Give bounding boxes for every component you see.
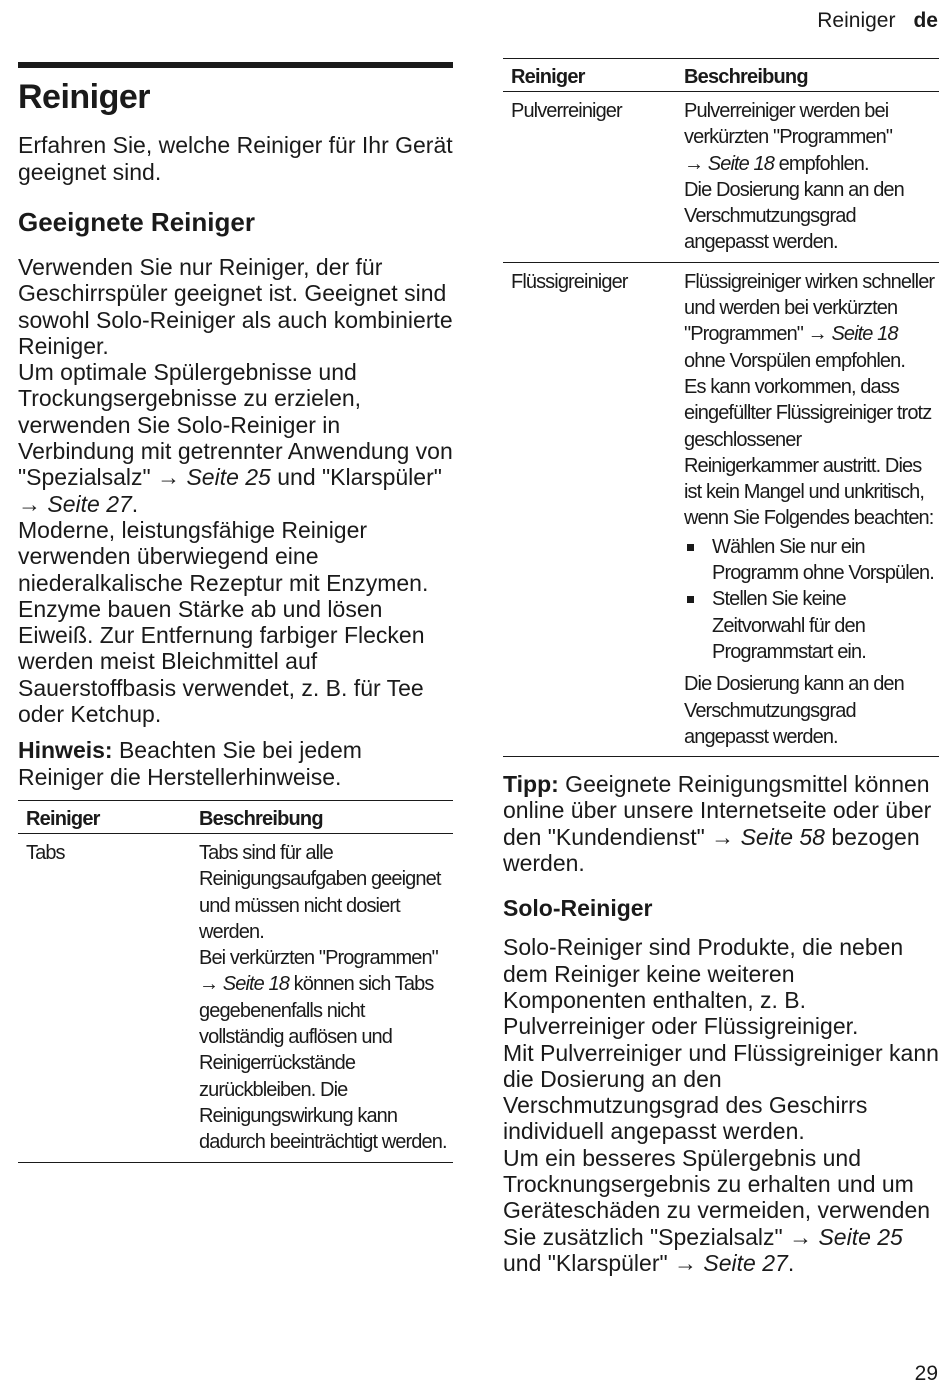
cleaner-name: Pulverreiniger — [503, 92, 676, 263]
column-header-description: Beschreibung — [191, 800, 453, 833]
page-header — [817, 8, 938, 34]
page-reference-link[interactable] — [18, 491, 132, 517]
paragraph-solo-additives-text-a: Um ein besseres Spülergebnis und Trocknungsergebnis zu erhalten und um Geräteschäden zu vermeiden, verwenden Sie zusätzlich "Spezialsalz" — [503, 1144, 931, 1250]
cleaner-name: Tabs — [18, 833, 191, 1162]
tabs-table — [18, 800, 453, 1163]
list-item — [684, 586, 939, 665]
paragraph-solo-additives-text-c: . — [787, 1249, 795, 1276]
page-reference-link[interactable] — [674, 1250, 788, 1276]
arrow-icon: → — [711, 823, 735, 850]
tip-label: Tipp: — [503, 771, 559, 798]
paragraph-results-text-b: und "Klarspüler" — [270, 464, 442, 491]
left-column — [18, 62, 453, 1163]
table-row — [18, 833, 453, 1162]
arrow-icon: → — [807, 323, 827, 346]
paragraph-results-text-c: . — [131, 490, 139, 517]
bullet-square-icon — [687, 596, 694, 603]
page-reference-label: Seite 18 — [831, 323, 898, 346]
bullet-list — [684, 534, 939, 665]
list-item-text: Wählen Sie nur ein Programm ohne Vorspülen. — [712, 535, 934, 585]
page-reference-label: Seite 18 — [222, 973, 289, 996]
description-text: Tabs sind für alle Reinigungsaufgaben geeignet und müssen nicht dosiert werden. — [199, 841, 441, 943]
subsection-title: Solo-Reiniger — [503, 895, 653, 922]
page-reference-link[interactable] — [711, 824, 825, 850]
page-reference-label: Seite 27 — [47, 490, 132, 517]
intro-text: Erfahren Sie, welche Reiniger für Ihr Gerät geeignet sind. — [18, 132, 453, 185]
note-text: Beachten Sie bei jedem Reiniger die Herstellerhinweise. — [18, 737, 362, 790]
description-text: Es kann vorkommen, dass eingefüllter Flüssigreiniger trotz geschlossener Reinigerkammer austritt. Dies ist kein Mangel und unkritisch, wenn Sie Folgendes beachten: — [684, 375, 934, 530]
column-header-description: Beschreibung — [676, 59, 939, 92]
arrow-icon: → — [157, 464, 181, 491]
paragraph-solo-dosing: Mit Pulverreiniger und Flüssigreiniger kann die Dosierung an den Verschmutzungsgrad des Geschirrs individuell angepasst werden. — [503, 1039, 939, 1145]
page-reference-link[interactable] — [157, 464, 271, 490]
table-row — [503, 262, 939, 756]
cleaner-description — [676, 262, 939, 756]
cleaner-types-table — [503, 58, 939, 757]
title-rule — [18, 62, 453, 68]
page-reference-link[interactable] — [789, 1224, 903, 1250]
paragraph-suitable: Verwenden Sie nur Reiniger, der für Geschirrspüler geeignet ist. Geeignet sind sowohl Solo-Reiniger als auch kombinierte Reiniger. — [18, 254, 453, 359]
bullet-square-icon — [687, 544, 694, 551]
page-title: Reiniger — [18, 78, 151, 116]
tip-text-b: bezogen werden. — [503, 823, 920, 877]
paragraph-solo-additives — [503, 1145, 939, 1276]
description-text-a: Flüssigreiniger wirken schneller und werden bei verkürzten "Programmen" — [684, 270, 935, 346]
paragraph-results — [18, 359, 453, 517]
cleaner-description — [676, 92, 939, 263]
cleaner-name: Flüssigreiniger — [503, 262, 676, 756]
description-text: Die Dosierung kann an den Verschmutzungsgrad angepasst werden. — [684, 178, 904, 254]
section-title: Geeignete Reiniger — [18, 207, 255, 237]
page-number: 29 — [914, 1362, 938, 1385]
description-text — [684, 98, 939, 177]
page-reference-label: Seite 18 — [707, 152, 774, 175]
arrow-icon: → — [684, 152, 704, 175]
column-header-cleaner: Reiniger — [18, 800, 191, 833]
table-row — [503, 92, 939, 263]
arrow-icon: → — [789, 1223, 813, 1250]
right-column — [503, 58, 939, 1276]
table-header-row — [503, 59, 939, 92]
description-text-a: Bei verkürzten "Programmen" — [199, 947, 438, 970]
page-reference-link[interactable] — [684, 153, 774, 175]
paragraph-results-text-a: Um optimale Spülergebnisse und Trockungsergebnisse zu erzielen, verwenden Sie Solo-Reiniger in Verbindung mit getrennter Anwendung von "Spezialsalz" — [18, 359, 453, 491]
paragraph-solo-additives-text-b: und "Klarspüler" — [503, 1249, 675, 1276]
page-reference-label: Seite 25 — [818, 1223, 903, 1250]
arrow-icon: → — [674, 1249, 698, 1276]
note-label: Hinweis: — [18, 737, 113, 764]
description-text-b: empfohlen. — [773, 152, 869, 175]
arrow-icon: → — [18, 490, 41, 517]
header-language: de — [913, 9, 938, 32]
page-reference-label: Seite 58 — [740, 823, 825, 850]
description-text-a: Pulverreiniger werden bei verkürzten "Programmen" — [684, 100, 893, 149]
list-item — [684, 534, 939, 587]
cleaner-description — [191, 833, 453, 1162]
column-header-cleaner: Reiniger — [503, 59, 676, 92]
description-text — [199, 945, 453, 1155]
page-reference-link[interactable] — [808, 323, 898, 345]
tip — [503, 771, 939, 876]
list-item-text: Stellen Sie keine Zeitvorwahl für den Programmstart ein. — [712, 588, 866, 663]
page-reference-label: Seite 25 — [186, 464, 271, 491]
page-reference-link[interactable] — [199, 973, 289, 995]
description-text-b: ohne Vorspülen empfohlen. — [684, 349, 906, 372]
note — [18, 737, 453, 790]
paragraph-modern: Moderne, leistungsfähige Reiniger verwenden überwiegend eine niederalkalische Rezeptur mit Enzymen. Enzyme bauen Stärke ab und lösen Eiweiß. Zur Entfernung farbiger Flecken werden meist Bleichmittel auf Sauerstoffbasis verwendet, z. B. für Tee oder Ketchup. — [18, 516, 429, 728]
description-text — [684, 269, 939, 374]
paragraph-solo-definition: Solo-Reiniger sind Produkte, die neben dem Reiniger keine weiteren Komponenten enthalten, z. B. Pulverreiniger oder Flüssigreiniger. — [503, 934, 904, 1040]
tip-text-a: Geeignete Reinigungsmittel können online über unsere Internetseite oder über den "Kundendienst" — [503, 771, 932, 850]
header-section: Reiniger — [817, 9, 896, 32]
arrow-icon: → — [199, 973, 219, 996]
subsection-body — [503, 934, 939, 1276]
description-text-b: können sich Tabs gegebenenfalls nicht vollständig auflösen und Reinigerrückstände zurückbleiben. Die Reinigungswirkung kann dadurch beeinträchtigt werden. — [199, 973, 447, 1154]
section-body — [18, 254, 453, 727]
description-text: Die Dosierung kann an den Verschmutzungsgrad angepasst werden. — [684, 673, 904, 748]
table-header-row — [18, 800, 453, 833]
page-reference-label: Seite 27 — [703, 1249, 788, 1276]
